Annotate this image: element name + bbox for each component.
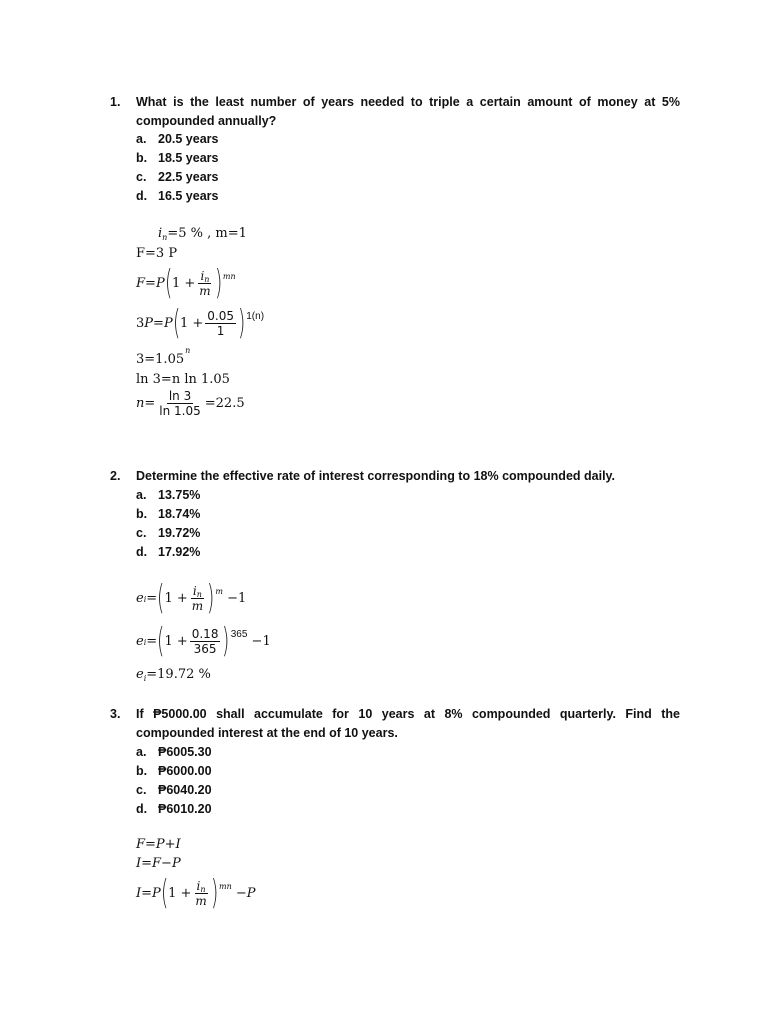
result: =22.5 [204,396,245,411]
solution-1-line5: ln 3=n ln 1.05 [136,372,230,387]
choice-value: 22.5 years [158,170,219,184]
question-number: 2. [110,469,121,483]
choice-letter: c. [136,783,147,797]
result: =19.72 % [146,667,211,682]
choice-value: ₱6040.20 [158,783,212,797]
solution-2-result: $e_i=19.72$ % [136,667,211,683]
question-text: What is the least number of years needed to triple a certain amount of money at 5% compounded annually? [136,95,680,128]
fraction-numerator: 0.05 [207,308,234,323]
choice-value: 20.5 years [158,132,219,146]
solution-1-formula: F = P ( 1 + $\frac{i_n}{m}$ ) $^{mn}$ [136,263,236,303]
choice-letter: a. [136,488,147,502]
fraction-denominator: 365 [193,641,217,656]
choice-value: 18.74% [158,507,201,521]
choice-letter: d. [136,802,148,816]
solution-1-given: $i_n=5$ % , m=1 [158,226,247,242]
exponent: 1(n) [246,311,265,322]
question-3 [110,705,680,743]
question-text: Determine the effective rate of interest corresponding to 18% compounded daily. [136,469,616,483]
fraction-numerator: ln 3 [168,389,192,403]
choice-value: 17.92% [158,545,201,559]
choice-value: 13.75% [158,488,201,502]
exponent: 365 [230,629,248,640]
solution-3-line2: I=F−P [136,856,181,871]
equation: 3=1.05 [136,352,185,367]
question-number: 1. [110,95,121,109]
question-1 [110,93,680,131]
fraction-denominator: ln 1.05 [159,404,201,418]
solution-1-line-f3p: F=3 P [136,246,178,261]
solution-1-line6: n = $\frac{\ln 3}{\ln 1.05}$ =22.5 [136,389,245,418]
solution-3-formula: I = P ( 1 + $\frac{i_n}{m}$ ) $^{mn}$ −P [136,873,256,913]
choice-letter: d. [136,545,148,559]
choice-letter: d. [136,189,148,203]
choice-letter: a. [136,745,147,759]
fraction-numerator: 0.18 [191,626,219,641]
minus-one: −1 [251,633,271,649]
choice-letter: b. [136,507,148,521]
question-2 [110,467,680,486]
solution-2-substitution: e $_i$ = ( 1 + $\frac{0.18}{365}$ ) $^{365}$ −1 [136,621,271,661]
fraction-denominator: 1 [216,323,225,338]
choice-value: ₱6000.00 [158,764,212,778]
choice-letter: b. [136,151,148,165]
solution-3-line1: F=P+I [136,837,181,852]
choice-value: 16.5 years [158,189,219,203]
question-text: If ₱5000.00 shall accumulate for 10 years at 8% compounded quarterly. Find the compounded interest at the end of 10 years. [136,707,680,740]
question-number: 3. [110,707,121,721]
choice-letter: b. [136,764,148,778]
solution-2-formula: e $_i$ = ( 1 + $\frac{i_n}{m}$ ) $^m$ −1 [136,578,247,618]
choice-value: ₱6005.30 [158,745,212,759]
choice-value: 18.5 years [158,151,219,165]
choice-value: 19.72% [158,526,201,540]
given-values: 5 % , m=1 [178,226,247,241]
choice-letter: a. [136,132,147,146]
choice-letter: c. [136,526,147,540]
solution-1-substitution: 3 P = P ( 1 + $\frac{0.05}{1}$ ) $^{1(n)}$ [136,303,265,343]
choice-letter: c. [136,170,147,184]
solution-1-line4 [136,346,191,367]
choice-value: ₱6010.20 [158,802,212,816]
exponent: n [185,346,191,355]
tail: −P [235,885,256,901]
